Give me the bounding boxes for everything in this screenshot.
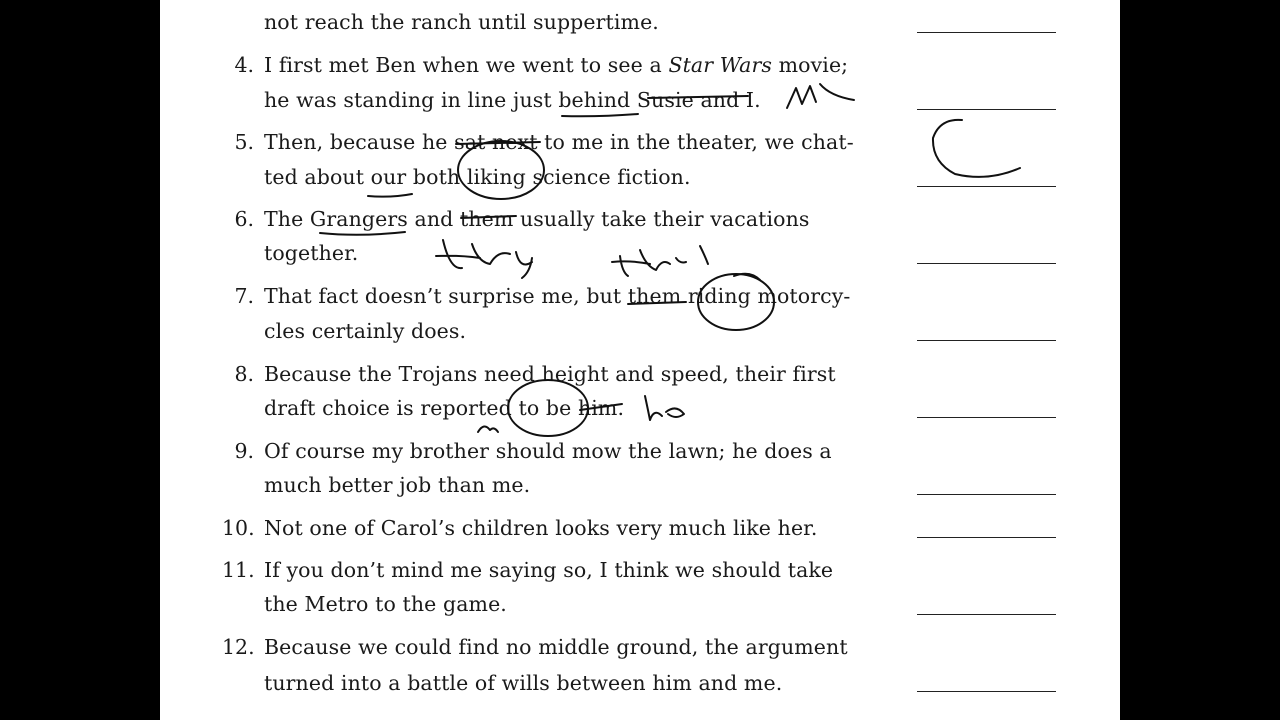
item-number: 7.: [234, 284, 254, 308]
item-11-line-2: the Metro to the game.: [264, 592, 507, 616]
answer-blank-4: [917, 109, 1056, 110]
item-number: 10.: [222, 516, 255, 540]
item-4-line-2: he was standing in line just behind Susie and I.: [264, 88, 761, 112]
item-9-line-2: much better job than me.: [264, 473, 531, 497]
item-number: 5.: [234, 130, 254, 154]
item-3-line-2: not reach the ranch until suppertime.: [264, 10, 659, 34]
answer-blank-3: [917, 32, 1056, 33]
item-number: 11.: [222, 558, 255, 582]
answer-blank-10: [917, 537, 1056, 538]
item-6-line-2: together.: [264, 241, 359, 265]
handwritten-their: [612, 246, 760, 280]
item-8-line-1: Because the Trojans need height and speed, their first: [264, 362, 836, 386]
item-5-line-1: Then, because he sat next to me in the theater, we chat-: [264, 130, 854, 154]
item-12-line-1: Because we could find no middle ground, the argument: [264, 635, 848, 659]
insertion-caret: [478, 426, 498, 432]
answer-blank-8: [917, 417, 1056, 418]
item-number: 6.: [234, 207, 254, 231]
item-8-line-2: draft choice is reported to be him.: [264, 396, 625, 420]
item-9-line-1: Of course my brother should mow the lawn; he does a: [264, 439, 832, 463]
answer-blank-9: [917, 494, 1056, 495]
item-11-line-1: If you don’t mind me saying so, I think we should take: [264, 558, 834, 582]
item-7-line-1: That fact doesn’t surprise me, but them riding motorcy-: [264, 284, 851, 308]
item-7-line-2: cles certainly does.: [264, 319, 467, 343]
underline-our: [368, 194, 412, 197]
handwritten-he: [645, 396, 684, 420]
item-number: 4.: [234, 53, 254, 77]
answer-blank-5: [917, 186, 1056, 187]
handwritten-they: [436, 240, 532, 278]
item-4-line-1: I first met Ben when we went to see a Star Wars movie;: [264, 53, 849, 77]
answer-blank-7: [917, 340, 1056, 341]
item-5-line-2: ted about our both liking science fiction.: [264, 165, 691, 189]
answer-blank-11: [917, 614, 1056, 615]
item-10-line-1: Not one of Carol’s children looks very much like her.: [264, 516, 818, 540]
item-number: 9.: [234, 439, 254, 463]
item-6-line-1: The Grangers and them usually take their vacations: [264, 207, 810, 231]
answer-blank-6: [917, 263, 1056, 264]
handwritten-c-item5: [933, 120, 1020, 177]
worksheet-page: [160, 0, 1120, 720]
answer-blank-12: [917, 691, 1056, 692]
item-12-line-2: turned into a battle of wills between him and me.: [264, 671, 783, 695]
handwritten-me-item4: [787, 84, 854, 108]
item-number: 8.: [234, 362, 254, 386]
underline-grangers: [320, 232, 405, 235]
item-number: 12.: [222, 635, 255, 659]
underline-behind: [562, 114, 638, 116]
movie-title: Star Wars: [668, 53, 773, 77]
